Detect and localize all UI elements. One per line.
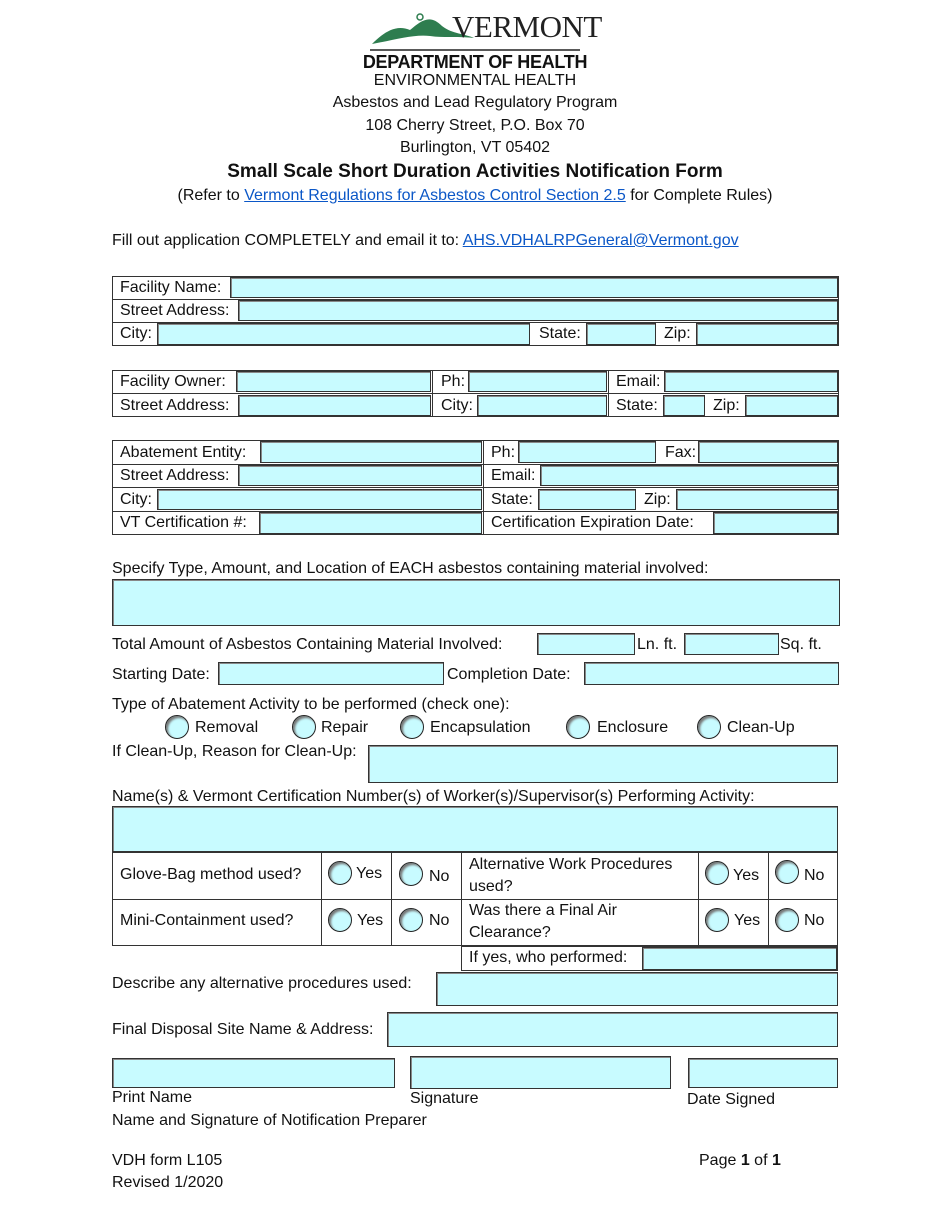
owner-street-field[interactable] (238, 395, 431, 416)
final-air-no-radio[interactable] (775, 908, 799, 932)
refer-line (0, 186, 950, 206)
regulations-link[interactable]: Vermont Regulations for Asbestos Control Section 2.5 (244, 187, 626, 204)
abatement-state-field[interactable] (538, 489, 636, 510)
alt-work-yes-label: Yes (733, 867, 760, 884)
owner-ph-field[interactable] (468, 371, 607, 392)
completion-date-label: Completion Date: (447, 666, 571, 683)
linear-feet-field[interactable] (537, 633, 635, 655)
facility-name-label: Facility Name: (120, 279, 222, 296)
signature-field[interactable] (410, 1056, 671, 1089)
abatement-city-label: City: (120, 491, 152, 508)
final-air-yes-label: Yes (734, 912, 761, 929)
facility-street-field[interactable] (238, 300, 838, 321)
alt-procedures-field[interactable] (436, 972, 838, 1006)
abatement-fax-label: Fax: (665, 444, 697, 461)
logo-state-name: VERMONT (452, 9, 602, 44)
facility-state-label: State: (539, 325, 581, 342)
cleanup-reason-field[interactable] (368, 745, 838, 783)
encapsulation-radio[interactable] (400, 715, 424, 739)
encapsulation-option-label: Encapsulation (430, 719, 531, 736)
abatement-fax-field[interactable] (698, 441, 838, 463)
starting-date-label: Starting Date: (112, 666, 210, 683)
facility-state-field[interactable] (586, 323, 656, 345)
abatement-email-field[interactable] (540, 465, 838, 486)
final-air-label-line1: Was there a Final Air (469, 902, 617, 919)
disposal-site-label: Final Disposal Site Name & Address: (112, 1021, 374, 1038)
repair-option-label: Repair (321, 719, 369, 736)
activity-type-label: Type of Abatement Activity to be performed (check one): (112, 696, 510, 713)
removal-option-label: Removal (195, 719, 259, 736)
abatement-ph-field[interactable] (518, 441, 656, 463)
division-name: ENVIRONMENTAL HEALTH (373, 72, 577, 89)
owner-state-field[interactable] (663, 395, 705, 416)
final-air-label-line2: Clearance? (469, 924, 551, 941)
glove-bag-yes-label: Yes (356, 865, 383, 882)
glove-bag-yes-radio[interactable] (328, 861, 352, 885)
date-signed-field[interactable] (688, 1058, 838, 1088)
department-name: DEPARTMENT OF HEALTH (362, 52, 588, 72)
sq-ft-unit: Sq. ft. (780, 636, 822, 653)
abatement-zip-field[interactable] (676, 489, 838, 510)
glove-bag-no-label: No (429, 868, 450, 885)
mini-containment-no-radio[interactable] (399, 908, 423, 932)
abatement-street-field[interactable] (238, 465, 482, 486)
form-title: Small Scale Short Duration Activities Notification Form (227, 161, 723, 182)
final-air-yes-radio[interactable] (705, 908, 729, 932)
refer-prefix: (Refer to (177, 187, 245, 204)
alt-work-label-line2: used? (469, 878, 513, 895)
abatement-cert-label: VT Certification #: (120, 514, 247, 531)
abatement-email-label: Email: (491, 467, 536, 484)
email-link[interactable]: AHS.VDHALRPGeneral@Vermont.gov (462, 232, 739, 249)
mini-containment-yes-label: Yes (357, 912, 384, 929)
abatement-cert-exp-label: Certification Expiration Date: (491, 514, 694, 531)
repair-radio[interactable] (292, 715, 316, 739)
starting-date-field[interactable] (218, 662, 444, 685)
mini-containment-no-label: No (429, 912, 450, 929)
mini-containment-label: Mini-Containment used? (120, 912, 294, 929)
page-of: of (749, 1152, 772, 1169)
refer-suffix: for Complete Rules) (625, 187, 773, 204)
owner-email-label: Email: (616, 373, 661, 390)
owner-zip-field[interactable] (745, 395, 838, 416)
removal-radio[interactable] (165, 715, 189, 739)
facility-city-label: City: (120, 325, 152, 342)
page-total: 1 (771, 1152, 781, 1169)
glove-bag-label: Glove-Bag method used? (120, 866, 302, 883)
material-description-field[interactable] (112, 579, 840, 626)
date-signed-label: Date Signed (687, 1091, 776, 1108)
print-name-field[interactable] (112, 1058, 395, 1088)
abatement-cert-field[interactable] (259, 512, 482, 534)
facility-name-field[interactable] (230, 277, 838, 298)
abatement-cert-exp-field[interactable] (713, 512, 838, 534)
abatement-street-label: Street Address: (120, 467, 230, 484)
enclosure-radio[interactable] (566, 715, 590, 739)
owner-email-field[interactable] (664, 371, 838, 392)
program-name: Asbestos and Lead Regulatory Program (332, 94, 618, 111)
facility-city-field[interactable] (157, 323, 530, 345)
owner-city-label: City: (441, 397, 473, 414)
workers-label: Name(s) & Vermont Certification Number(s) of Worker(s)/Supervisor(s) Performing Activity: (112, 788, 755, 805)
disposal-site-field[interactable] (387, 1012, 838, 1047)
form-id: VDH form L105 (112, 1152, 223, 1169)
street-address: 108 Cherry Street, P.O. Box 70 (365, 117, 585, 134)
cleanup-reason-label: If Clean-Up, Reason for Clean-Up: (112, 743, 357, 760)
abatement-zip-label: Zip: (644, 491, 671, 508)
total-amount-label: Total Amount of Asbestos Containing Material Involved: (112, 636, 503, 653)
ln-ft-unit: Ln. ft. (637, 636, 678, 653)
instructions (112, 231, 739, 251)
final-air-no-label: No (804, 912, 825, 929)
vermont-logo (370, 8, 602, 58)
alt-work-no-label: No (804, 867, 825, 884)
who-performed-field[interactable] (642, 947, 837, 970)
signature-label: Signature (410, 1090, 479, 1107)
owner-name-field[interactable] (236, 371, 431, 392)
cleanup-option-label: Clean-Up (727, 719, 795, 736)
glove-bag-no-radio[interactable] (399, 862, 423, 886)
owner-zip-label: Zip: (713, 397, 740, 414)
page-current: 1 (740, 1152, 750, 1169)
alt-procedures-label: Describe any alternative procedures used: (112, 975, 412, 992)
alt-work-no-radio[interactable] (775, 860, 799, 884)
print-name-label: Print Name (112, 1089, 193, 1106)
owner-state-label: State: (616, 397, 658, 414)
abatement-state-label: State: (491, 491, 533, 508)
facility-zip-field[interactable] (696, 323, 838, 345)
cleanup-radio[interactable] (697, 715, 721, 739)
page-number (699, 1151, 781, 1171)
square-feet-field[interactable] (684, 633, 779, 655)
abatement-entity-label: Abatement Entity: (120, 444, 247, 461)
abatement-entity-field[interactable] (260, 441, 482, 463)
facility-zip-label: Zip: (664, 325, 691, 342)
alt-work-yes-radio[interactable] (705, 861, 729, 885)
owner-name-label: Facility Owner: (120, 373, 226, 390)
enclosure-option-label: Enclosure (597, 719, 669, 736)
preparer-label: Name and Signature of Notification Preparer (112, 1112, 427, 1129)
mini-containment-yes-radio[interactable] (328, 908, 352, 932)
owner-city-field[interactable] (477, 395, 607, 416)
completion-date-field[interactable] (584, 662, 839, 685)
facility-street-label: Street Address: (120, 302, 230, 319)
specify-material-label: Specify Type, Amount, and Location of EACH asbestos containing material involved: (112, 560, 709, 577)
page-prefix: Page (699, 1152, 741, 1169)
alt-work-label-line1: Alternative Work Procedures (469, 856, 673, 873)
abatement-ph-label: Ph: (491, 444, 516, 461)
revised-date: Revised 1/2020 (112, 1174, 224, 1191)
owner-street-label: Street Address: (120, 397, 230, 414)
city-address: Burlington, VT 05402 (399, 139, 551, 156)
abatement-city-field[interactable] (157, 489, 482, 510)
instructions-text: Fill out application COMPLETELY and email it to: (112, 232, 463, 249)
who-performed-label: If yes, who performed: (469, 949, 628, 966)
workers-field[interactable] (112, 806, 838, 852)
owner-ph-label: Ph: (441, 373, 466, 390)
